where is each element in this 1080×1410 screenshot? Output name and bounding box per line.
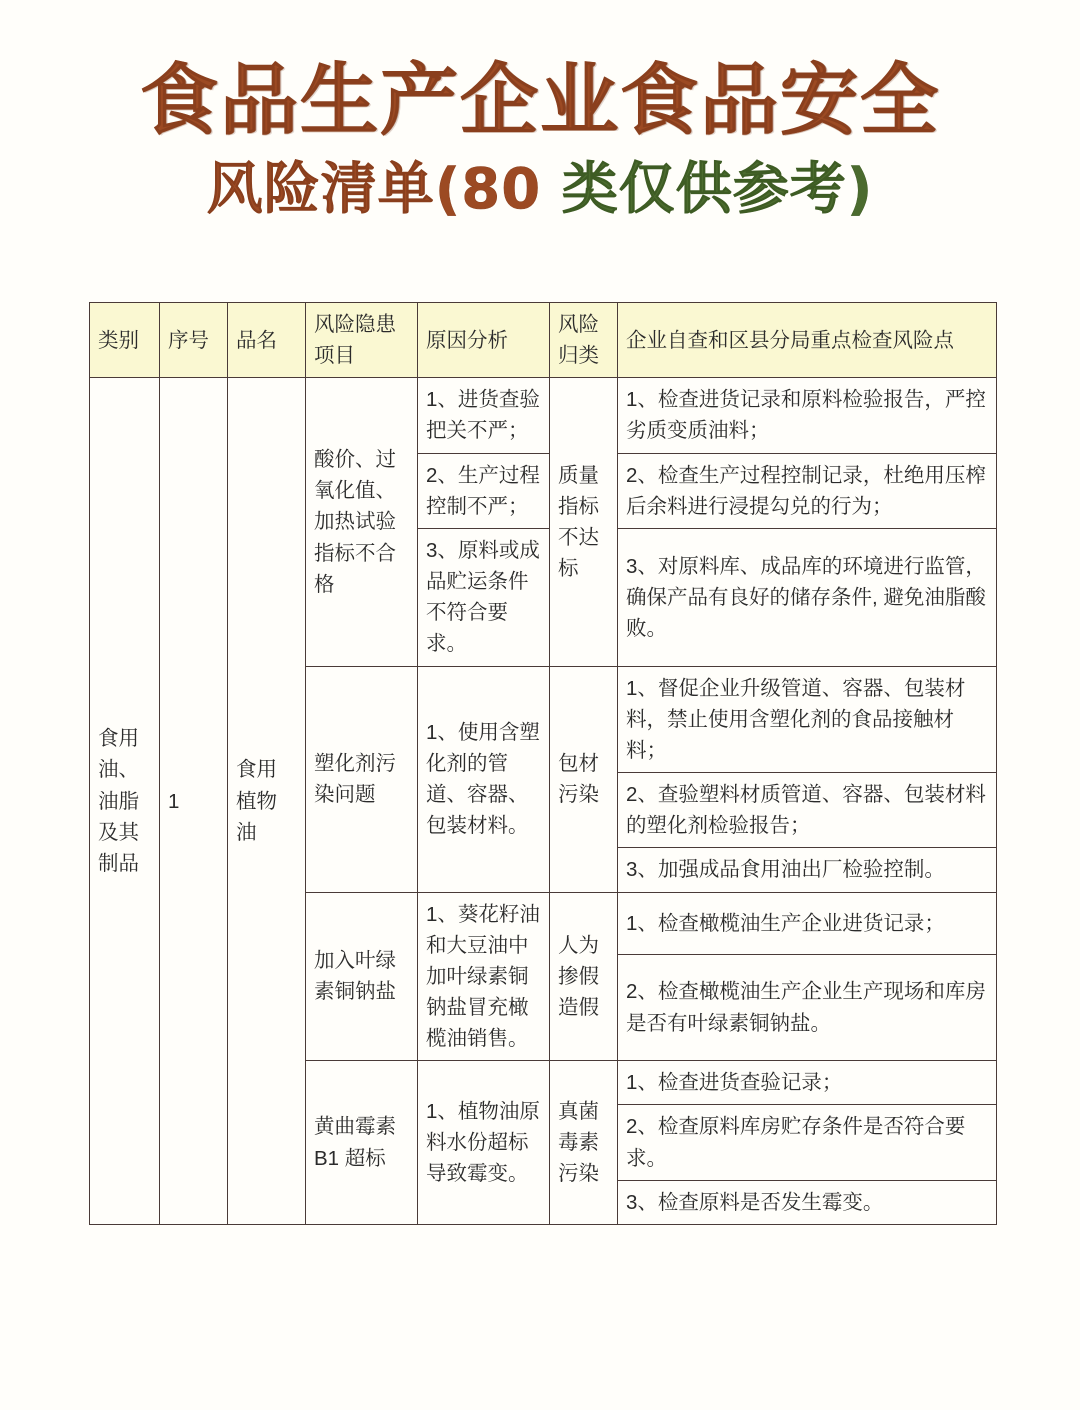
risk-table-body [90,378,997,1225]
cell-index: 1 [160,378,228,1225]
cell-check-point: 2、查验塑料材质管道、容器、包装材料的塑化剂检验报告； [618,773,997,848]
col-header-index: 序号 [160,303,228,378]
risk-table-wrapper [89,302,996,1225]
cell-check-point: 2、检查橄榄油生产企业生产现场和库房是否有叶绿素铜钠盐。 [618,954,997,1060]
cell-check-point: 3、检查原料是否发生霉变。 [618,1180,997,1224]
cell-check-point: 1、督促企业升级管道、容器、包装材料，禁止使用含塑化剂的食品接触材料； [618,666,997,772]
page-subtitle-part2: 类仅供参考) [561,157,874,222]
risk-table [89,302,997,1225]
cell-cause: 2、生产过程控制不严； [418,453,550,528]
cell-cause: 3、原料或成品贮运条件不符合要求。 [418,528,550,666]
table-row [90,378,997,453]
page-title: 食品生产企业食品安全 [139,56,940,146]
col-header-risk-item: 风险隐患 项目 [306,303,418,378]
cell-risk-item: 加入叶绿素铜钠盐 [306,892,418,1061]
cell-risk-class: 真菌毒素污染 [550,1061,618,1225]
page-subtitle-part1: 风险清单(80 [206,157,562,222]
cell-cause: 1、植物油原料水份超标导致霉变。 [418,1061,550,1225]
cell-check-point: 2、检查生产过程控制记录，杜绝用压榨后余料进行浸提勾兑的行为； [618,453,997,528]
cell-risk-item: 黄曲霉素B1 超标 [306,1061,418,1225]
table-header-row [90,303,997,378]
cell-check-point: 3、对原料库、成品库的环境进行监管，确保产品有良好的储存条件, 避免油脂酸败。 [618,528,997,666]
cell-cause: 1、葵花籽油和大豆油中加叶绿素铜钠盐冒充橄榄油销售。 [418,892,550,1061]
title-block [0,56,1080,222]
cell-check-point: 1、检查橄榄油生产企业进货记录； [618,892,997,954]
col-header-product: 品名 [228,303,306,378]
col-header-cause: 原因分析 [418,303,550,378]
cell-risk-item: 酸价、过氧化值、加热试验指标不合格 [306,378,418,666]
cell-risk-class: 人为掺假造假 [550,892,618,1061]
page-subtitle [0,157,1080,222]
cell-check-point: 1、检查进货查验记录； [618,1061,997,1105]
col-header-check-points: 企业自查和区县分局重点检查风险点 [618,303,997,378]
cell-cause: 1、使用含塑化剂的管道、容器、包装材料。 [418,666,550,892]
col-header-risk-class: 风险 归类 [550,303,618,378]
cell-check-point: 3、加强成品食用油出厂检验控制。 [618,848,997,892]
cell-check-point: 1、检查进货记录和原料检验报告，严控劣质变质油料； [618,378,997,453]
cell-cause: 1、进货查验把关不严； [418,378,550,453]
cell-risk-item: 塑化剂污染问题 [306,666,418,892]
risk-table-head [90,303,997,378]
cell-risk-class: 质量指标不达标 [550,378,618,666]
col-header-category: 类别 [90,303,160,378]
cell-product: 食用植物油 [228,378,306,1225]
cell-check-point: 2、检查原料库房贮存条件是否符合要求。 [618,1105,997,1180]
cell-category: 食用油、油脂及其制品 [90,378,160,1225]
cell-risk-class: 包材污染 [550,666,618,892]
